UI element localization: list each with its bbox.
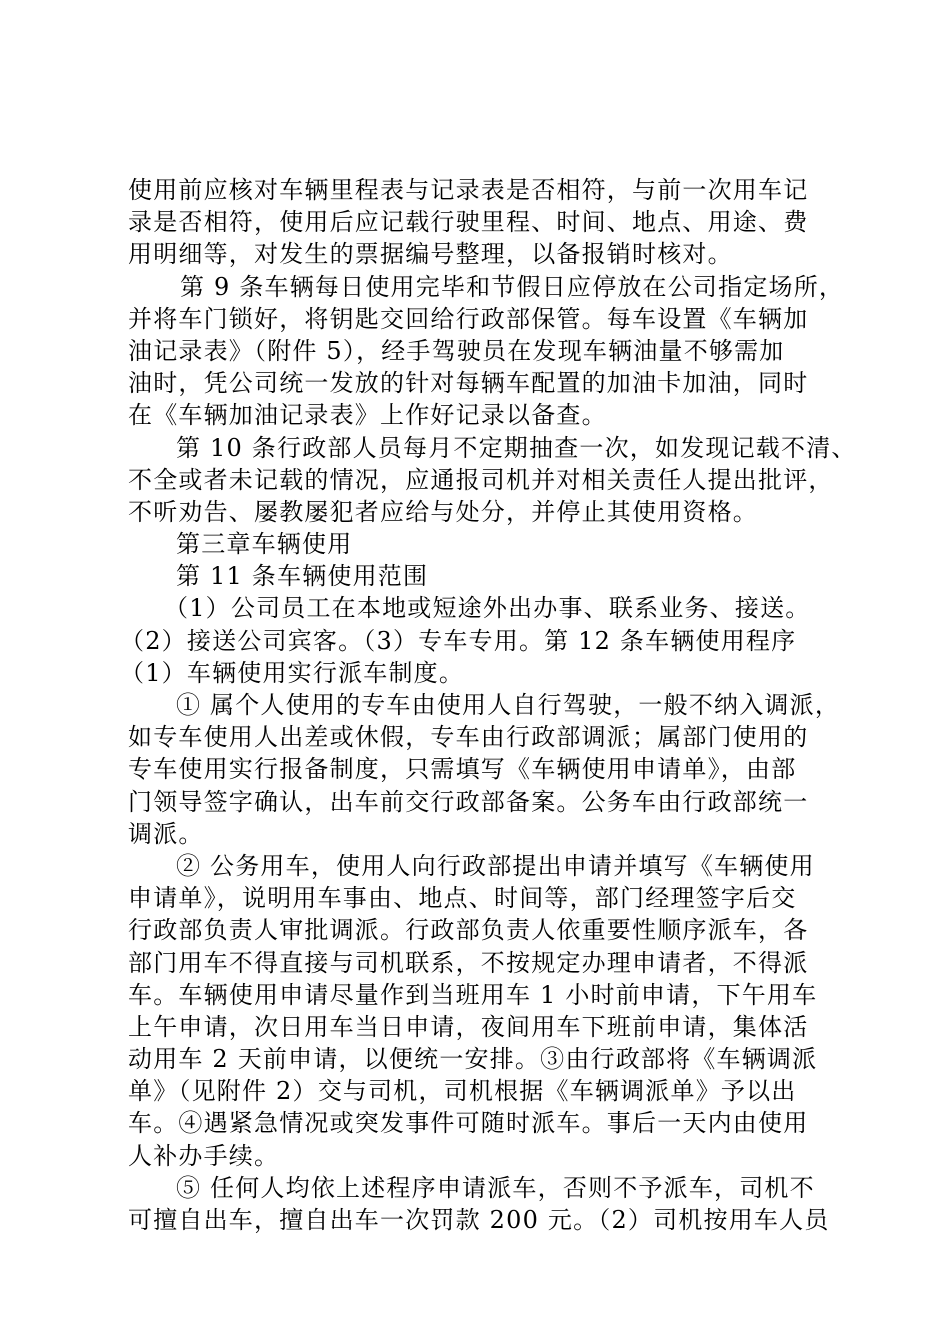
item-1-line: ① 属个人使用的专车由使用人自行驾驶，一般不纳入调派， — [176, 691, 841, 719]
paragraph-line: 动用车 2 天前申请，以便统一安排。③由行政部将《车辆调派 — [128, 1045, 818, 1074]
document-body — [120, 174, 857, 1236]
article-10-line: 第 10 条行政部人员每月不定期抽查一次，如发现记载不清、 — [176, 433, 857, 462]
paragraph-line: 车。④遇紧急情况或突发事件可随时派车。事后一天内由使用 — [128, 1109, 809, 1138]
paragraph-line: 人补办手续。 — [128, 1141, 280, 1170]
paragraph-line: 专车使用实行报备制度，只需填写《车辆使用申请单》，由部 — [128, 755, 797, 784]
article-11-heading: 第 11 条车辆使用范围 — [176, 562, 429, 591]
paragraph-line: 不听劝告、屡教屡犯者应给与处分，并停止其使用资格。 — [128, 497, 758, 526]
article-9-line: 第 9 条车辆每日使用完毕和节假日应停放在公司指定场所， — [180, 272, 845, 301]
paragraph-line: 车。车辆使用申请尽量作到当班用车 1 小时前申请，下午用车 — [128, 980, 818, 1009]
paragraph-line: 单》（见附件 2）交与司机，司机根据《车辆调派单》予以出 — [128, 1077, 797, 1106]
paragraph-line: 在《车辆加油记录表》上作好记录以备查。 — [128, 401, 607, 430]
chapter-heading: 第三章车辆使用 — [176, 530, 353, 559]
paragraph-line: 使用前应核对车辆里程表与记录表是否相符，与前一次用车记 — [128, 176, 809, 204]
paragraph-line: （1）公司员工在本地或短途外出办事、联系业务、接送。 — [164, 594, 811, 623]
paragraph-line: 录是否相符，使用后应记载行驶里程、时间、地点、用途、费 — [128, 208, 809, 237]
paragraph-line: （2）接送公司宾客。（3）专车专用。第 12 条车辆使用程序 — [120, 626, 797, 655]
paragraph-line: 上午申请，次日用车当日申请，夜间用车下班前申请，集体活 — [128, 1012, 809, 1041]
paragraph-line: 不全或者未记载的情况，应通报司机并对相关责任人提出批评， — [128, 465, 834, 494]
paragraph-line: 调派。 — [128, 819, 204, 848]
paragraph-line: 并将车门锁好，将钥匙交回给行政部保管。每车设置《车辆加 — [128, 304, 809, 333]
paragraph-line: 门领导签字确认，出车前交行政部备案。公务车由行政部统一 — [128, 787, 809, 816]
paragraph-line: 油时，凭公司统一发放的针对每辆车配置的加油卡加油，同时 — [128, 369, 809, 398]
paragraph-line: （1）车辆使用实行派车制度。 — [120, 658, 465, 687]
paragraph-line: 如专车使用人出差或休假，专车由行政部调派；属部门使用的 — [128, 723, 809, 752]
paragraph-line: 部门用车不得直接与司机联系，不按规定办理申请者，不得派 — [128, 948, 809, 977]
paragraph-line: 行政部负责人审批调派。行政部负责人依重要性顺序派车，各 — [128, 916, 809, 945]
item-2-line: ② 公务用车，使用人向行政部提出申请并填写《车辆使用 — [176, 851, 815, 880]
paragraph-line: 可擅自出车，擅自出车一次罚款 200 元。（2）司机按用车人员 — [128, 1206, 830, 1234]
item-5-line: ⑤ 任何人均依上述程序申请派车，否则不予派车，司机不 — [176, 1173, 815, 1202]
paragraph-line: 申请单》，说明用车事由、地点、时间等，部门经理签字后交 — [128, 884, 797, 913]
paragraph-line: 油记录表》（附件 5），经手驾驶员在发现车辆油量不够需加 — [128, 336, 785, 365]
paragraph-line: 用明细等，对发生的票据编号整理，以备报销时核对。 — [128, 240, 733, 269]
